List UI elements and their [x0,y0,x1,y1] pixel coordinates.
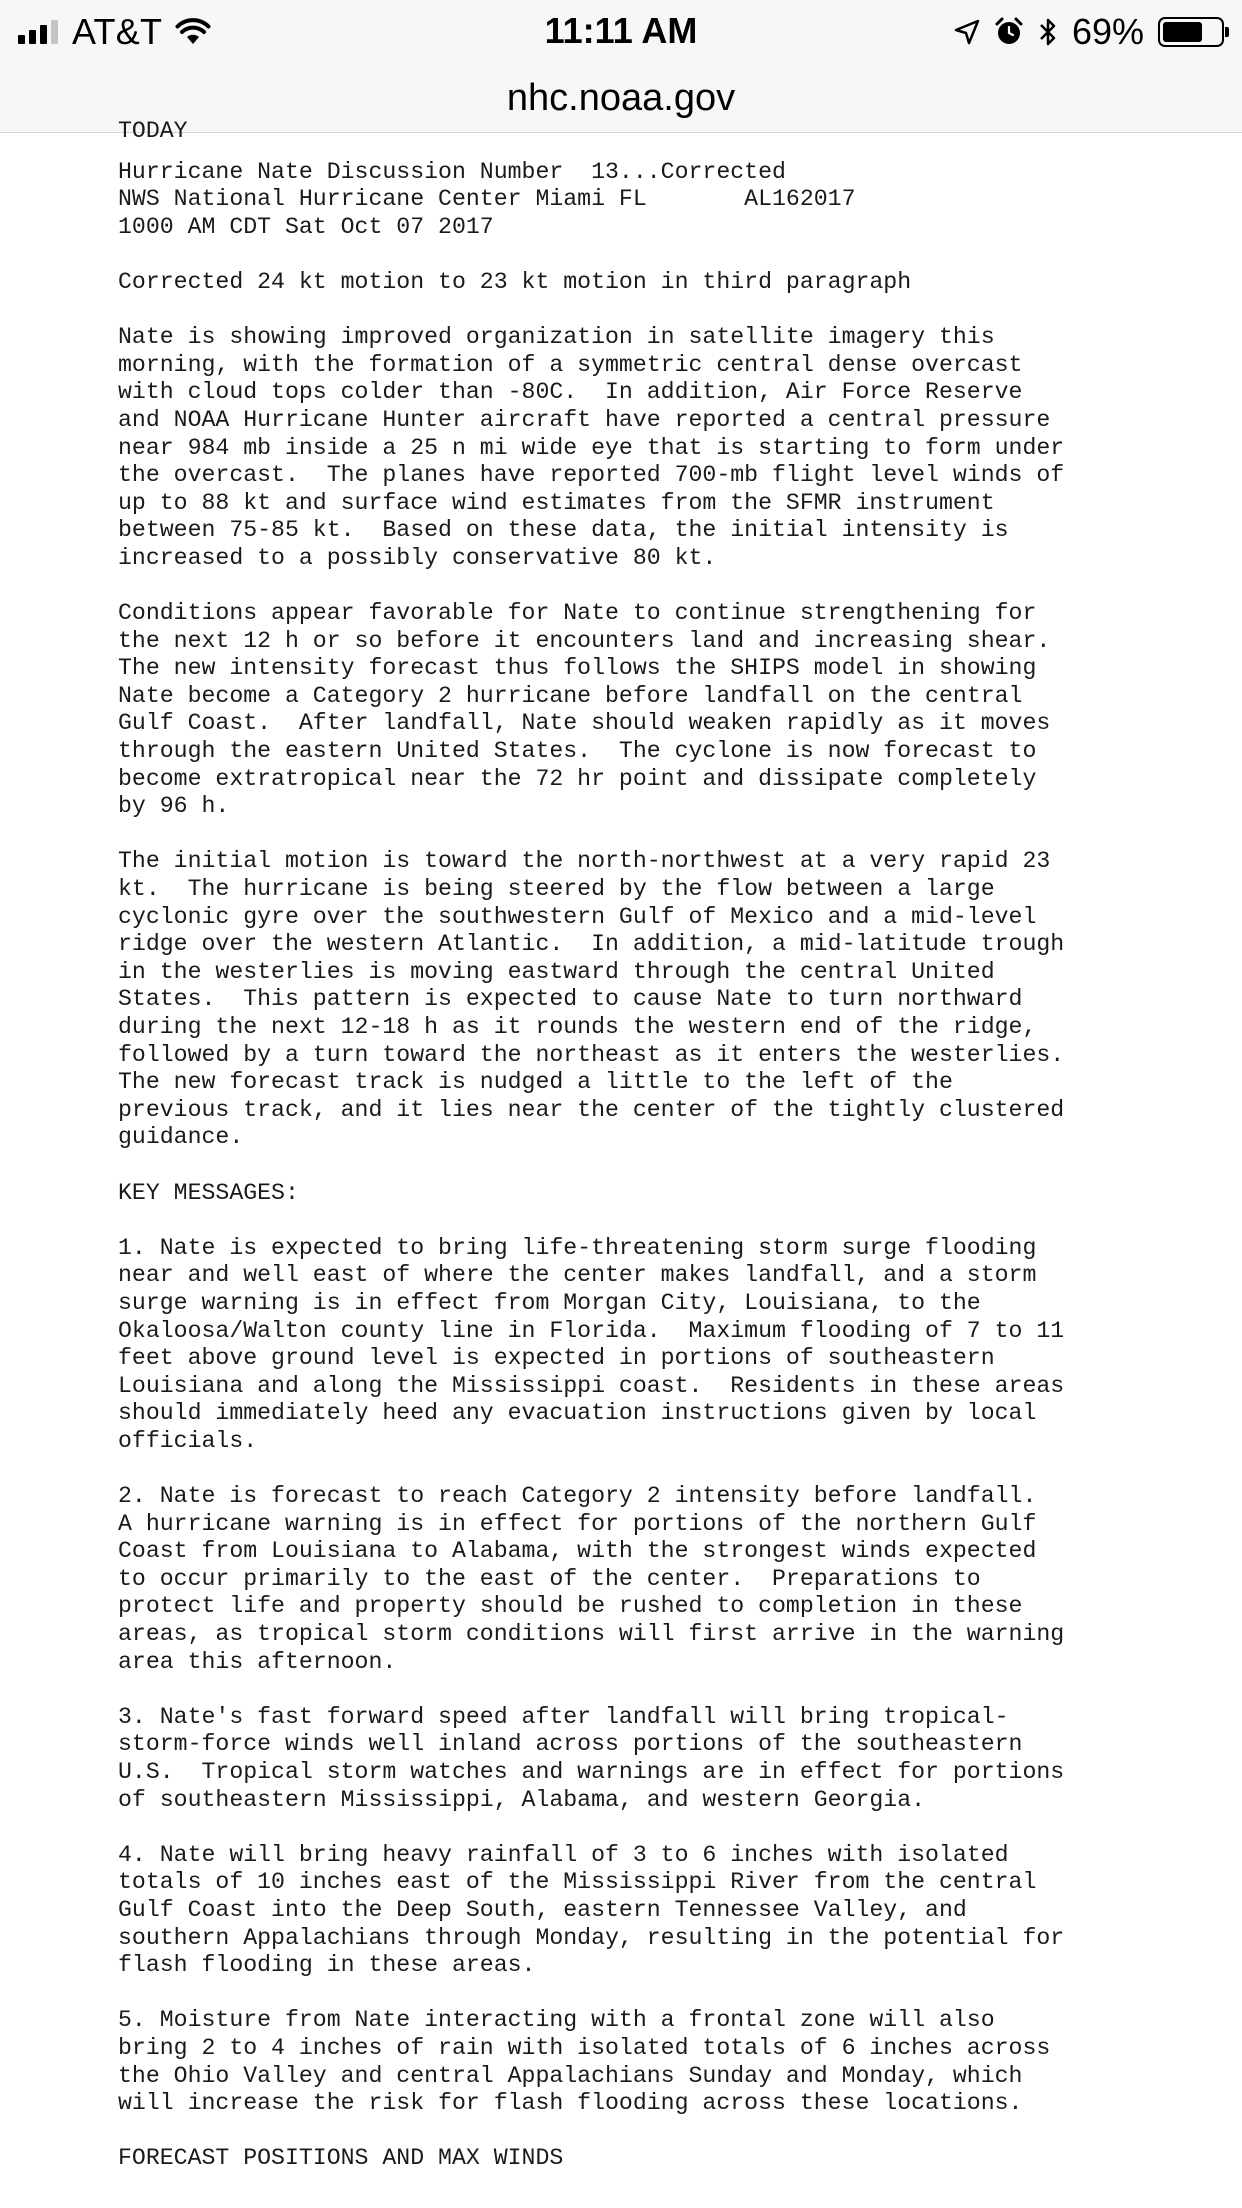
status-bar-time: 11:11 AM [544,10,698,51]
discussion-text: Hurricane Nate Discussion Number 13...Corrected NWS National Hurricane Center Miami FL AL162017 1000 AM CDT Sat Oct 07 2017 Corrected 24 kt motion to 23 kt motion in third paragraph Nate is showing improved organization in satellite imagery this morning, with the formation of a symmetric central dense overcast with cloud tops colder than -80C. In addition, Air Force Reserve and NOAA Hurricane Hunter aircraft have reported a central pressure near 984 mb inside a 25 n mi wide eye that is starting to form under the overcast. The planes have reported 700-mb flight level winds of up to 88 kt and surface wind estimates from the SFMR instrument between 75-85 kt. Based on these data, the initial intensity is increased to a possibly conservative 80 kt. Conditions appear favorable for Nate to continue strengthening for the next 12 h or so before it encounters land and increasing shear. The new intensity forecast thus follows the SHIPS model in showing Nate become a Category 2 hurricane before landfall on the central Gulf Coast. After landfall, Nate should weaken rapidly as it moves through the eastern United States. The cyclone is now forecast to become extratropical near the 72 hr point and dissipate completely by 96 h. The initial motion is toward the north-northwest at a very rapid 23 kt. The hurricane is being steered by the flow between a large cyclonic gyre over the southwestern Gulf of Mexico and a mid-level ridge over the western Atlantic. In addition, a mid-latitude trough in the westerlies is moving eastward through the central United States. This pattern is expected to cause Nate to turn northward during the next 12-18 h as it rounds the western end of the ridge, followed by a turn toward the northeast as it enters the westerlies. The new forecast track is nudged a little to the left of the previous track, and it lies near the center of the tightly clustered guidance. KEY MESSAGES: 1. Nate is expected to bring life-threatening storm surge flooding near and well east of where the center makes landfall, and a storm surge warning is in effect from Morgan City, Louisiana, to the Okaloosa/Walton county line in Florida. Maximum flooding of 7 to 11 feet above ground level is expected in portions of southeastern Louisiana and along the Mississippi coast. Residents in these areas should immediately heed any evacuation instructions given by local officials. 2. Nate is forecast to reach Category 2 intensity before landfall. A hurricane warning is in effect for portions of the northern Gulf Coast from Louisiana to Alabama, with the strongest winds expected to occur primarily to the east of the center. Preparations to protect life and property should be rushed to completion in these areas, as tropical storm conditions will first arrive in the warning area this afternoon. 3. Nate's fast forward speed after landfall will bring tropical- storm-force winds well inland across portions of the southeastern U.S. Tropical storm watches and warnings are in effect for portions of southeastern Mississippi, Alabama, and western Georgia. 4. Nate will bring heavy rainfall of 3 to 6 inches with isolated totals of 10 inches east of the Mississippi River from the central Gulf Coast into the Deep South, eastern Tennessee Valley, and southern Appalachians through Monday, resulting in the potential for flash flooding in these areas. 5. Moisture from Nate interacting with a frontal zone will also bring 2 to 4 inches of rain with isolated totals of 6 inches across the Ohio Valley and central Appalachians Sunday and Monday, which will increase the risk for flash flooding across these locations. FORECAST POSITIONS AND MAX WINDS [118,158,1065,2172]
carrier-label: AT&T [72,11,163,52]
bluetooth-icon [1038,16,1058,48]
clipped-top-text: TODAY [118,118,188,144]
location-arrow-icon [954,19,980,45]
discussion-document [118,118,1228,2208]
url-text[interactable]: nhc.noaa.gov [506,76,736,119]
battery-percent: 69% [1071,11,1144,52]
alarm-icon [994,17,1024,47]
battery-fill [1163,22,1202,42]
status-bar [0,0,1242,64]
battery-icon [1158,17,1224,47]
status-bar-right [954,10,1224,54]
